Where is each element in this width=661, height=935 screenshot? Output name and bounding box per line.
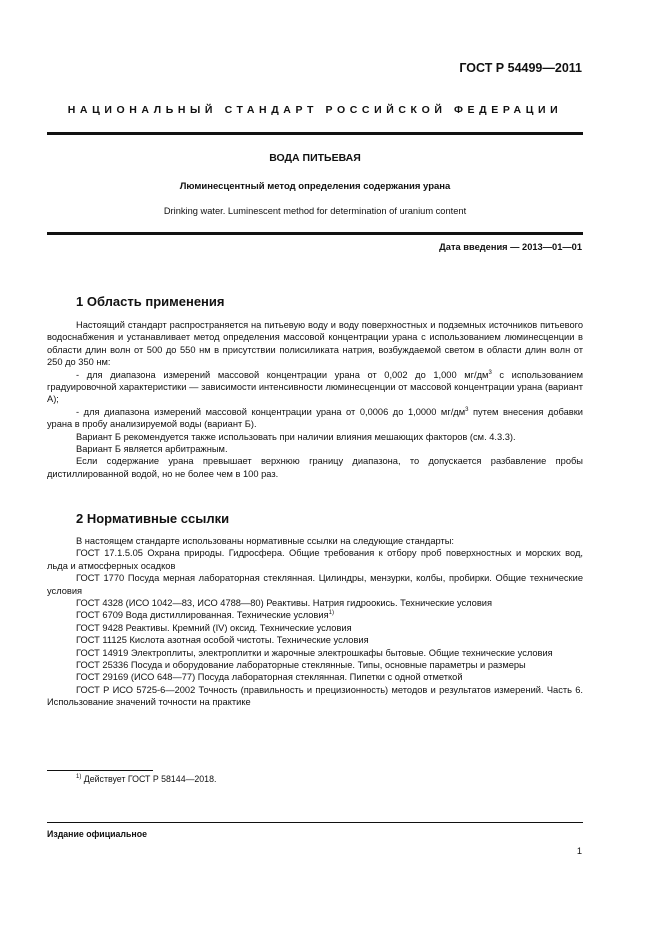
normative-reference: ГОСТ 11125 Кислота азотная особой чистоты. Технические условия — [76, 635, 369, 646]
document-code: ГОСТ Р 54499—2011 — [459, 61, 582, 75]
section-2-intro: В настоящем стандарте использованы нормативные ссылки на следующие стандарты: — [76, 536, 455, 546]
normative-reference: ГОСТ 17.1.5.05 Охрана природы. Гидросфера. Общие требования к отбору проб поверхностных и морских вод, льда и атмосферных осадков — [47, 548, 583, 571]
section-1-paragraph: Вариант Б является арбитражным. — [76, 444, 228, 455]
footnote: $^{1)}$ Действует ГОСТ Р 58144—2018. — [76, 774, 217, 784]
section-1-body — [47, 319, 583, 480]
normative-reference: ГОСТ Р ИСО 5725-6—2002 Точность (правильность и прецизионность) методов и результатов измерений. Часть 6. Использование значений точности на практике — [47, 684, 583, 708]
document-subtitle: Люминесцентный метод определения содержания урана — [179, 181, 451, 192]
page-number: 1 — [576, 846, 582, 856]
top-rule — [47, 132, 583, 135]
normative-reference: ГОСТ 4328 (ИСО 1042—83, ИСО 4788—80) Реактивы. Натрия гидроокись. Технические условия — [76, 598, 493, 609]
section-2-body — [47, 535, 583, 709]
normative-reference: ГОСТ 6709 Вода дистиллированная. Технические условия$^{1)}$ — [76, 610, 334, 621]
footnote-reference: 1) — [328, 610, 334, 617]
section-1-paragraph: Вариант Б рекомендуется также использовать при наличии влияния мешающих факторов (см. 4.3.3). — [76, 431, 516, 442]
section-1-paragraph: Если содержание урана превышает верхнюю границу диапазона, то допускается разбавление пробы дистиллированной водой, но не более чем в 100 раз. — [47, 456, 583, 479]
section-1-heading: 1 Область применения — [76, 294, 225, 309]
document-title: ВОДА ПИТЬЕВАЯ — [269, 152, 361, 164]
section-1-paragraph: - для диапазона измерений массовой концентрации урана от 0,0006 до 1,0000 $мг/дм^3$ путем внесения добавки урана в пробу анализируемой воды (вариант Б). — [47, 406, 583, 430]
normative-reference: ГОСТ 29169 (ИСО 648—77) Посуда лабораторная стеклянная. Пипетки с одной отметкой — [76, 672, 463, 683]
title-rule — [47, 232, 583, 235]
national-standard-banner: НАЦИОНАЛЬНЫЙ СТАНДАРТ РОССИЙСКОЙ ФЕДЕРАЦИИ — [67, 104, 563, 116]
section-2-heading: 2 Нормативные ссылки — [76, 511, 230, 526]
section-1-paragraph: Настоящий стандарт распространяется на питьевую воду и воду поверхностных и подземных источников питьевого водоснабжения и устанавливает метод определения массовой концентрации урана с использованием люминесценции в области длин волн от 500 до 550 нм в присутствии полисиликата натрия, возбуждаемой светом в области длин волн от 250 до 350 нм: — [47, 320, 583, 368]
introduction-date: Дата введения — 2013—01—01 — [439, 242, 582, 252]
document-title-english: Drinking water. Luminescent method for determination of uranium content — [163, 206, 467, 216]
section-1-paragraph: - для диапазона измерений массовой концентрации урана от 0,002 до 1,000 $мг/дм^3$ с использованием градуировочной характеристики — зависимости интенсивности люминесценции от массовой концентрации урана (вариант А); — [47, 369, 583, 405]
normative-reference: ГОСТ 9428 Реактивы. Кремний (IV) оксид. Технические условия — [76, 622, 352, 633]
footer-rule — [47, 822, 583, 823]
edition-label: Издание официальное — [47, 829, 147, 839]
normative-reference: ГОСТ 25336 Посуда и оборудование лабораторные стеклянные. Типы, основные параметры и размеры — [76, 660, 526, 671]
normative-reference: ГОСТ 1770 Посуда мерная лабораторная стеклянная. Цилиндры, мензурки, колбы, пробирки. Общие технические условия — [47, 573, 583, 596]
footnote-separator — [47, 770, 153, 771]
normative-reference: ГОСТ 14919 Электроплиты, электроплитки и жарочные электрошкафы бытовые. Общие технические условия — [76, 647, 553, 658]
